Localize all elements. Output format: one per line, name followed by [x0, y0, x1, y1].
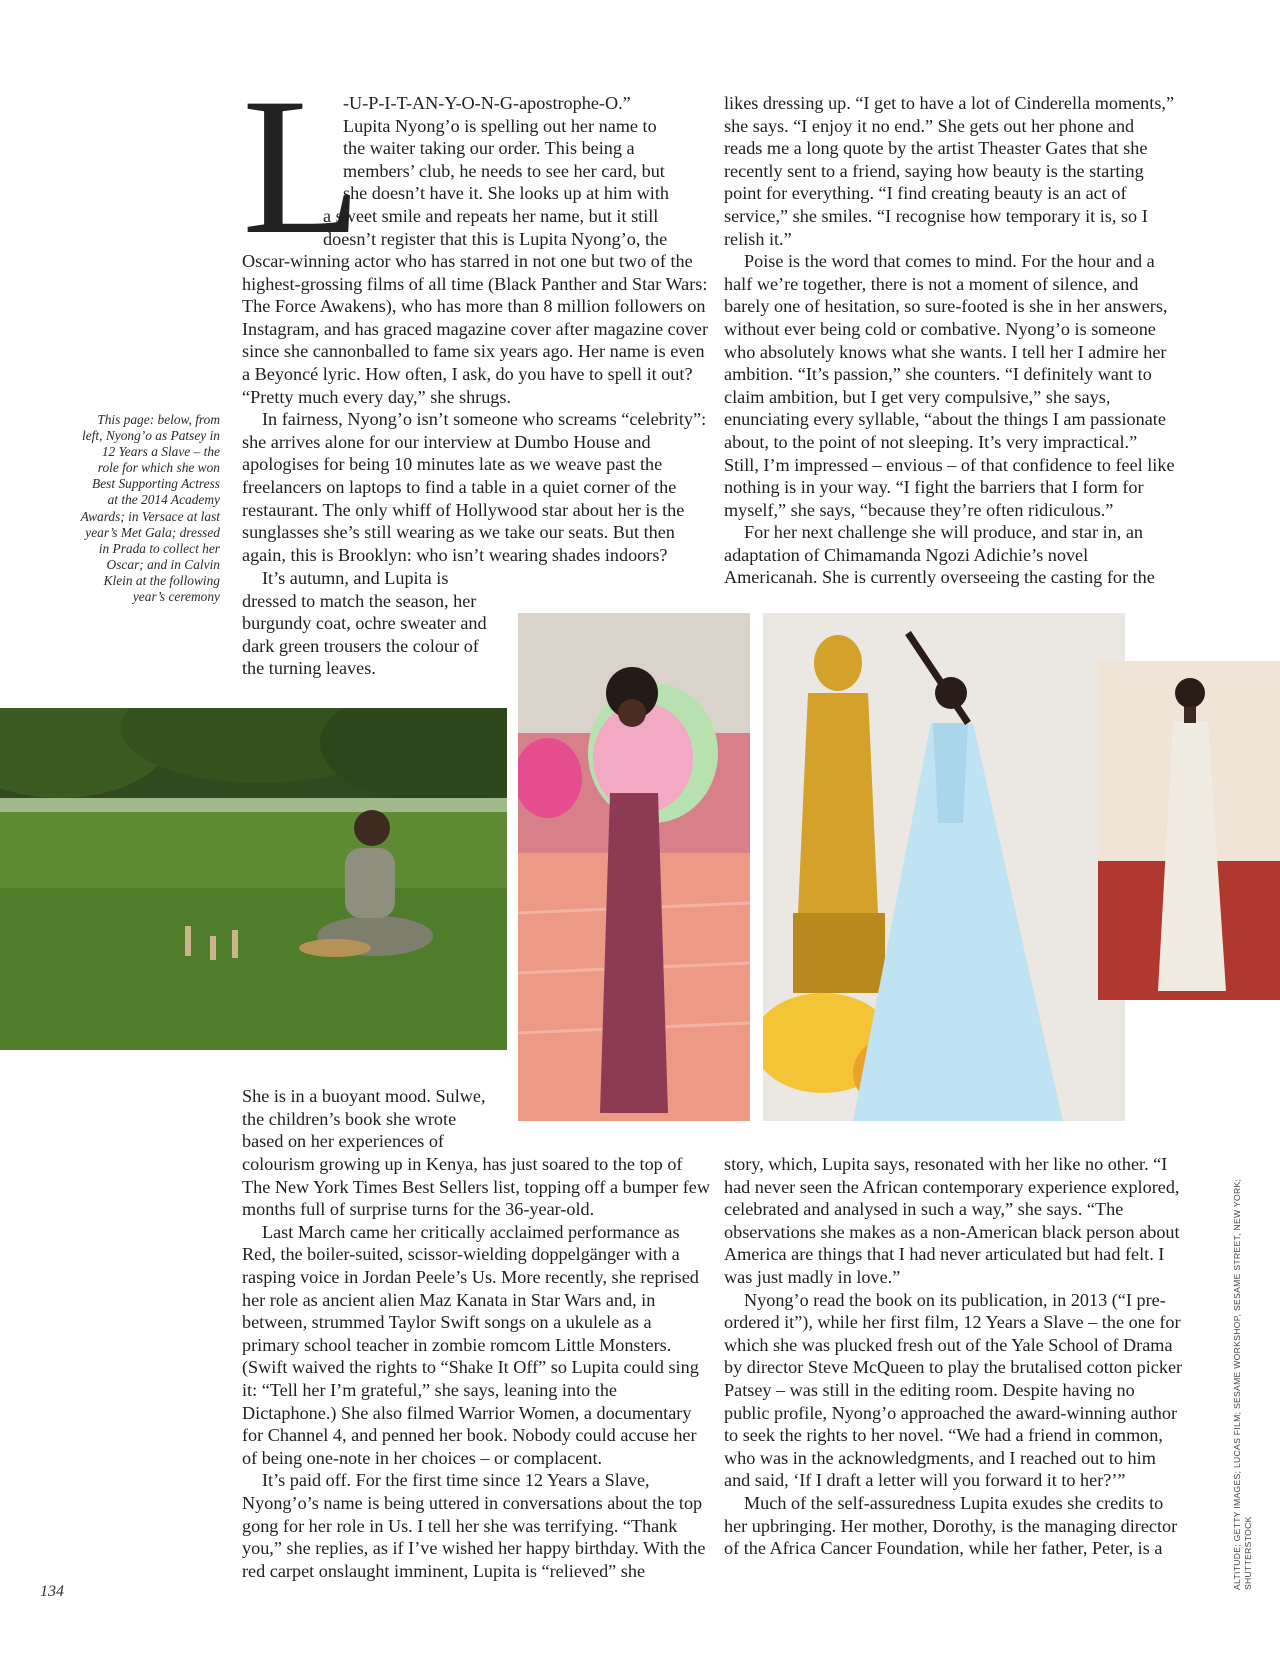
- paragraph: likes dressing up. “I get to have a lot of Cinderella moments,” she says. “I enjoy it no end.” She gets out her phone and reads me a long quote by the artist Theaster Gates that she recently sent to a friend, saying how beauty is the starting point for everything. “I find creating beauty is an act of service,” she smiles. “I recognise how temporary it is, so I relish it.”: [724, 93, 1175, 249]
- paragraph: Nyong’o read the book on its publication, in 2013 (“I pre-ordered it”), while her first film, 12 Years a Slave – the one for which she was plucked fresh out of the Yale School of Drama by director Steve McQueen to play the brutalised cotton picker Patsey – was still in the editing room. Despite having no public profile, Nyong’o approached the award-winning author to seek the rights to her novel. “We had a friend in common, who was in the acknowledgments, and I reached out to him and said, ‘If I draft a letter will you forward it to her?’”: [724, 1289, 1183, 1491]
- paragraph: She is in a buoyant mood. Sulwe, the children’s book she wrote based on her experiences of: [242, 1086, 486, 1152]
- photo-met-gala: [518, 613, 750, 1121]
- paragraph: colourism growing up in Kenya, has just soared to the top of The New York Times Best Sellers list, topping off a bumper few months full of surprise turns for the 36-year-old.: [242, 1154, 710, 1220]
- column-1-bottom: [242, 1153, 712, 1582]
- paragraph: For her next challenge she will produce, and star in, an adaptation of Chimamanda Ngozi Adichie’s novel Americanah. She is currently overseeing the casting for the: [724, 522, 1155, 588]
- intro-line: the waiter taking our order. This being a: [343, 138, 635, 159]
- paragraph: Poise is the word that comes to mind. For the hour and a half we’re together, there is not a moment of silence, and barely one of hesitation, so sure-footed is she in her answers, without ever being cold or combative. Nyong’o is someone who absolutely knows what she wants. I tell her I admire her ambition. “It’s passion,” she counters. “I definitely want to claim ambition, but I get very compulsive,” she says, enunciating every syllable, “about the things I am passionate about, to the point of not sleeping. It’s very impractical.” Still, I’m impressed – envious – of that confidence to feel like nothing is in your way. “I fight the barriers that I form for myself,” she says, “because they’re often ridiculous.”: [724, 251, 1175, 520]
- photo-oscars-2015: [1098, 661, 1280, 1000]
- drop-cap: L: [242, 58, 362, 275]
- column-2-top: [724, 92, 1176, 589]
- intro-lines: [323, 92, 705, 250]
- paragraph: story, which, Lupita says, resonated with her like no other. “I had never seen the African contemporary experience explored, celebrated and analysed in such a way,” she says. “The observations she makes as a non-American black person about America are things that I had never articulated but had felt. I was just madly in love.”: [724, 1154, 1180, 1287]
- photo-12-years-a-slave: [0, 708, 507, 1050]
- column-1-top: [242, 250, 712, 566]
- paragraph: It’s paid off. For the first time since 12 Years a Slave, Nyong’o’s name is being uttered in conversations about the top gong for her role in Us. I tell her she was terrifying. “Thank you,” she replies, as if I’ve wished her happy birthday. With the red carpet onslaught imminent, Lupita is “relieved” she: [242, 1470, 706, 1581]
- paragraph: It’s autumn, and Lupita is dressed to match the season, her burgundy coat, ochre sweater and dark green trousers the colour of the turning leaves.: [242, 568, 487, 679]
- intro-line: doesn’t register that this is Lupita Nyong’o, the: [323, 228, 668, 249]
- column-1-bottom-narrow: [242, 1085, 492, 1153]
- column-1-narrow: [242, 567, 492, 680]
- paragraph: Last March came her critically acclaimed performance as Red, the boiler-suited, scissor-wielding doppelgänger with a rasping voice in Jordan Peele’s Us. More recently, she reprised her role as ancient alien Maz Kanata in Star Wars and, in between, strummed Taylor Swift songs on a ukulele as a primary school teacher in zombie romcom Little Monsters. (Swift waived the rights to “Shake It Off” so Lupita could sing it: “Tell her I’m grateful,” she says, leaning into the Dictaphone.) She also filmed Warrior Women, a documentary for Channel 4, and penned her book. Nobody could accuse her of being one-note in her choices – or complacent.: [242, 1221, 699, 1468]
- red-carpet-scene: [1098, 661, 1280, 1000]
- paragraph: Much of the self-assuredness Lupita exudes she credits to her upbringing. Her mother, Dorothy, is the managing director of the Africa Cancer Foundation, while her father, Peter, is a: [724, 1492, 1178, 1559]
- field-scene: [0, 708, 507, 1050]
- photo-oscars-2014: [763, 613, 1125, 1121]
- paragraph: In fairness, Nyong’o isn’t someone who screams “celebrity”: she arrives alone for our interview at Dumbo House and apologises for being 10 minutes late as we weave past the freelancers on laptops to find a table in a quiet corner of the restaurant. The only whiff of Hollywood star about her is the sunglasses she’s still wearing as we take our seats. But then again, this is Brooklyn: who isn’t wearing shades indoors?: [242, 409, 707, 565]
- paragraph: Oscar-winning actor who has starred in not one but two of the highest-grossing films of all time (Black Panther and Star Wars: The Force Awakens), who has more than 8 million followers on Instagram, and has graced magazine cover after magazine cover since she cannonballed to fame six years ago. Her name is even a Beyoncé lyric. How often, I ask, do you have to spell it out? “Pretty much every day,” she shrugs.: [242, 251, 709, 407]
- page-number: 134: [40, 1583, 64, 1600]
- intro-line: -U-P-I-T-AN-Y-O-N-G-apostrophe-O.”: [343, 93, 631, 113]
- intro-line: a sweet smile and repeats her name, but it still: [323, 205, 659, 226]
- oscars-scene: [763, 613, 1125, 1121]
- photo-credit-text: ALTITUDE; GETTY IMAGES; LUCAS FILM; SESAME WORKSHOP, SESAME STREET, NEW YORK; SHUTTERSTOCK: [1232, 1178, 1253, 1590]
- column-2-bottom: [724, 1153, 1184, 1560]
- photo-caption: This page: below, from left, Nyong’o as Patsey in 12 Years a Slave – the role for which she won Best Supporting Actress at the 2014 Academy Awards; in Versace at last year’s Met Gala; dressed in Prada to collect her Oscar; and in Calvin Klein at the following year’s ceremony: [80, 412, 220, 605]
- met-gala-scene: [518, 613, 750, 1121]
- intro-line: she doesn’t have it. She looks up at him with: [343, 183, 669, 204]
- photo-credit: [1232, 1170, 1253, 1590]
- intro-line: members’ club, he needs to see her card, but: [343, 160, 665, 181]
- intro-line: Lupita Nyong’o is spelling out her name to: [343, 115, 657, 136]
